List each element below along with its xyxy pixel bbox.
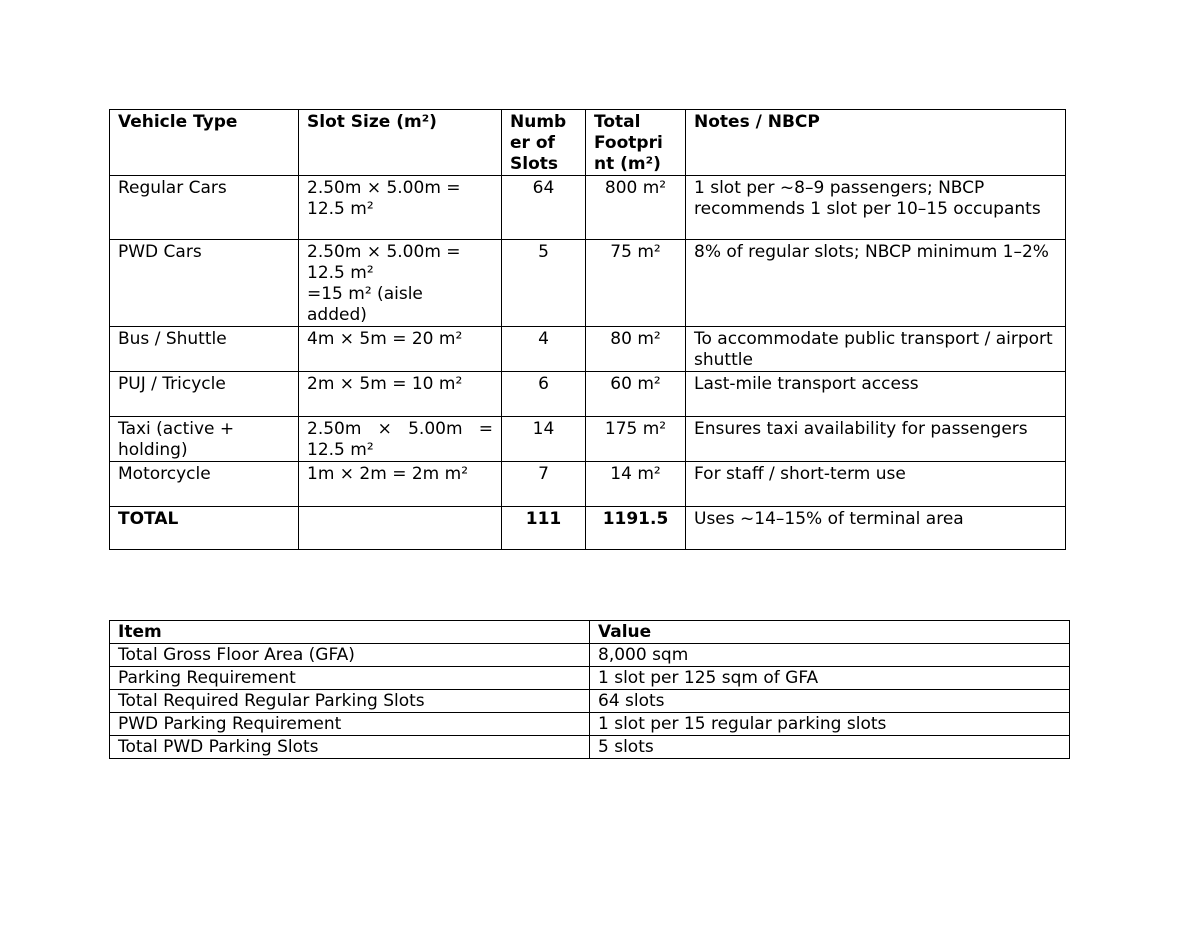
slot-size-line: 12.5 m²: [307, 263, 374, 283]
slot-size-line: 2m × 5m = 10 m²: [307, 374, 463, 394]
table-row: [110, 417, 1066, 462]
value-cell: 1 slot per 125 sqm of GFA: [590, 667, 1070, 690]
slot-size-line: =15 m² (aisle: [307, 284, 423, 304]
value-cell: 1 slot per 15 regular parking slots: [590, 713, 1070, 736]
item-cell: Total Gross Floor Area (GFA): [110, 644, 590, 667]
footprint-cell: 80 m²: [586, 327, 686, 372]
notes-cell: Last-mile transport access: [686, 372, 1066, 417]
table-row: [110, 240, 1066, 327]
notes-cell: To accommodate public transport / airport shuttle: [686, 327, 1066, 372]
parking-summary-table: [109, 620, 1070, 759]
vehicle-type-cell: Motorcycle: [110, 462, 299, 507]
table-row: [110, 176, 1066, 240]
header-item: Item: [110, 621, 590, 644]
slot-size-cell: [299, 372, 502, 417]
summary-row: [110, 736, 1070, 759]
table-header-row: [110, 110, 1066, 176]
total-notes-cell: Uses ~14–15% of terminal area: [686, 507, 1066, 550]
header-line: Footpri: [594, 133, 663, 153]
header-value: Value: [590, 621, 1070, 644]
total-slots-cell: 111: [502, 507, 586, 550]
summary-row: [110, 667, 1070, 690]
slots-cell: 64: [502, 176, 586, 240]
slots-cell: 4: [502, 327, 586, 372]
notes-cell: 1 slot per ~8–9 passengers; NBCP recommends 1 slot per 10–15 occupants: [686, 176, 1066, 240]
footprint-cell: 75 m²: [586, 240, 686, 327]
slot-size-line: 2.50m × 5.00m =: [307, 178, 461, 198]
slots-cell: 6: [502, 372, 586, 417]
total-row: [110, 507, 1066, 550]
slot-size-line: 12.5 m²: [307, 199, 374, 219]
table-row: [110, 327, 1066, 372]
header-line: Slots: [510, 154, 558, 174]
notes-cell: For staff / short-term use: [686, 462, 1066, 507]
header-slot-size: Slot Size (m²): [299, 110, 502, 176]
slot-size-line: 2.50m × 5.00m =: [307, 242, 461, 262]
footprint-cell: 14 m²: [586, 462, 686, 507]
slot-size-cell: [299, 176, 502, 240]
item-cell: Total Required Regular Parking Slots: [110, 690, 590, 713]
summary-row: [110, 644, 1070, 667]
notes-cell: Ensures taxi availability for passengers: [686, 417, 1066, 462]
slots-cell: 14: [502, 417, 586, 462]
vehicle-type-cell: Bus / Shuttle: [110, 327, 299, 372]
slots-cell: 5: [502, 240, 586, 327]
footprint-cell: 175 m²: [586, 417, 686, 462]
value-cell: 8,000 sqm: [590, 644, 1070, 667]
table-row: [110, 372, 1066, 417]
slot-size-line: 12.5 m²: [307, 440, 374, 460]
summary-row: [110, 690, 1070, 713]
header-line: nt (m²): [594, 154, 661, 174]
slot-size-cell: [299, 417, 502, 462]
slot-size-cell: [299, 462, 502, 507]
header-total-footprint: [586, 110, 686, 176]
item-cell: Parking Requirement: [110, 667, 590, 690]
value-cell: 5 slots: [590, 736, 1070, 759]
header-line: Total: [594, 112, 641, 132]
slot-size-cell: [299, 240, 502, 327]
header-line: Numb: [510, 112, 567, 132]
total-slot-size-cell: [299, 507, 502, 550]
vehicle-type-cell: Taxi (active + holding): [110, 417, 299, 462]
slot-size-line: 4m × 5m = 20 m²: [307, 329, 463, 349]
value-cell: 64 slots: [590, 690, 1070, 713]
summary-header-row: [110, 621, 1070, 644]
header-line: er of: [510, 133, 555, 153]
table-row: [110, 462, 1066, 507]
slot-size-line: 1m × 2m = 2m m²: [307, 464, 469, 484]
item-cell: Total PWD Parking Slots: [110, 736, 590, 759]
total-label-cell: TOTAL: [110, 507, 299, 550]
item-cell: PWD Parking Requirement: [110, 713, 590, 736]
header-number-of-slots: [502, 110, 586, 176]
vehicle-type-cell: Regular Cars: [110, 176, 299, 240]
vehicle-type-cell: PWD Cars: [110, 240, 299, 327]
header-vehicle-type: Vehicle Type: [110, 110, 299, 176]
header-notes: Notes / NBCP: [686, 110, 1066, 176]
vehicle-type-cell: PUJ / Tricycle: [110, 372, 299, 417]
slot-size-cell: [299, 327, 502, 372]
footprint-cell: 60 m²: [586, 372, 686, 417]
slot-size-line: 2.50m × 5.00m =: [307, 419, 493, 439]
slots-cell: 7: [502, 462, 586, 507]
notes-cell: 8% of regular slots; NBCP minimum 1–2%: [686, 240, 1066, 327]
parking-requirements-table: [109, 109, 1066, 550]
footprint-cell: 800 m²: [586, 176, 686, 240]
summary-row: [110, 713, 1070, 736]
total-footprint-cell: 1191.5: [586, 507, 686, 550]
slot-size-line: added): [307, 305, 367, 325]
